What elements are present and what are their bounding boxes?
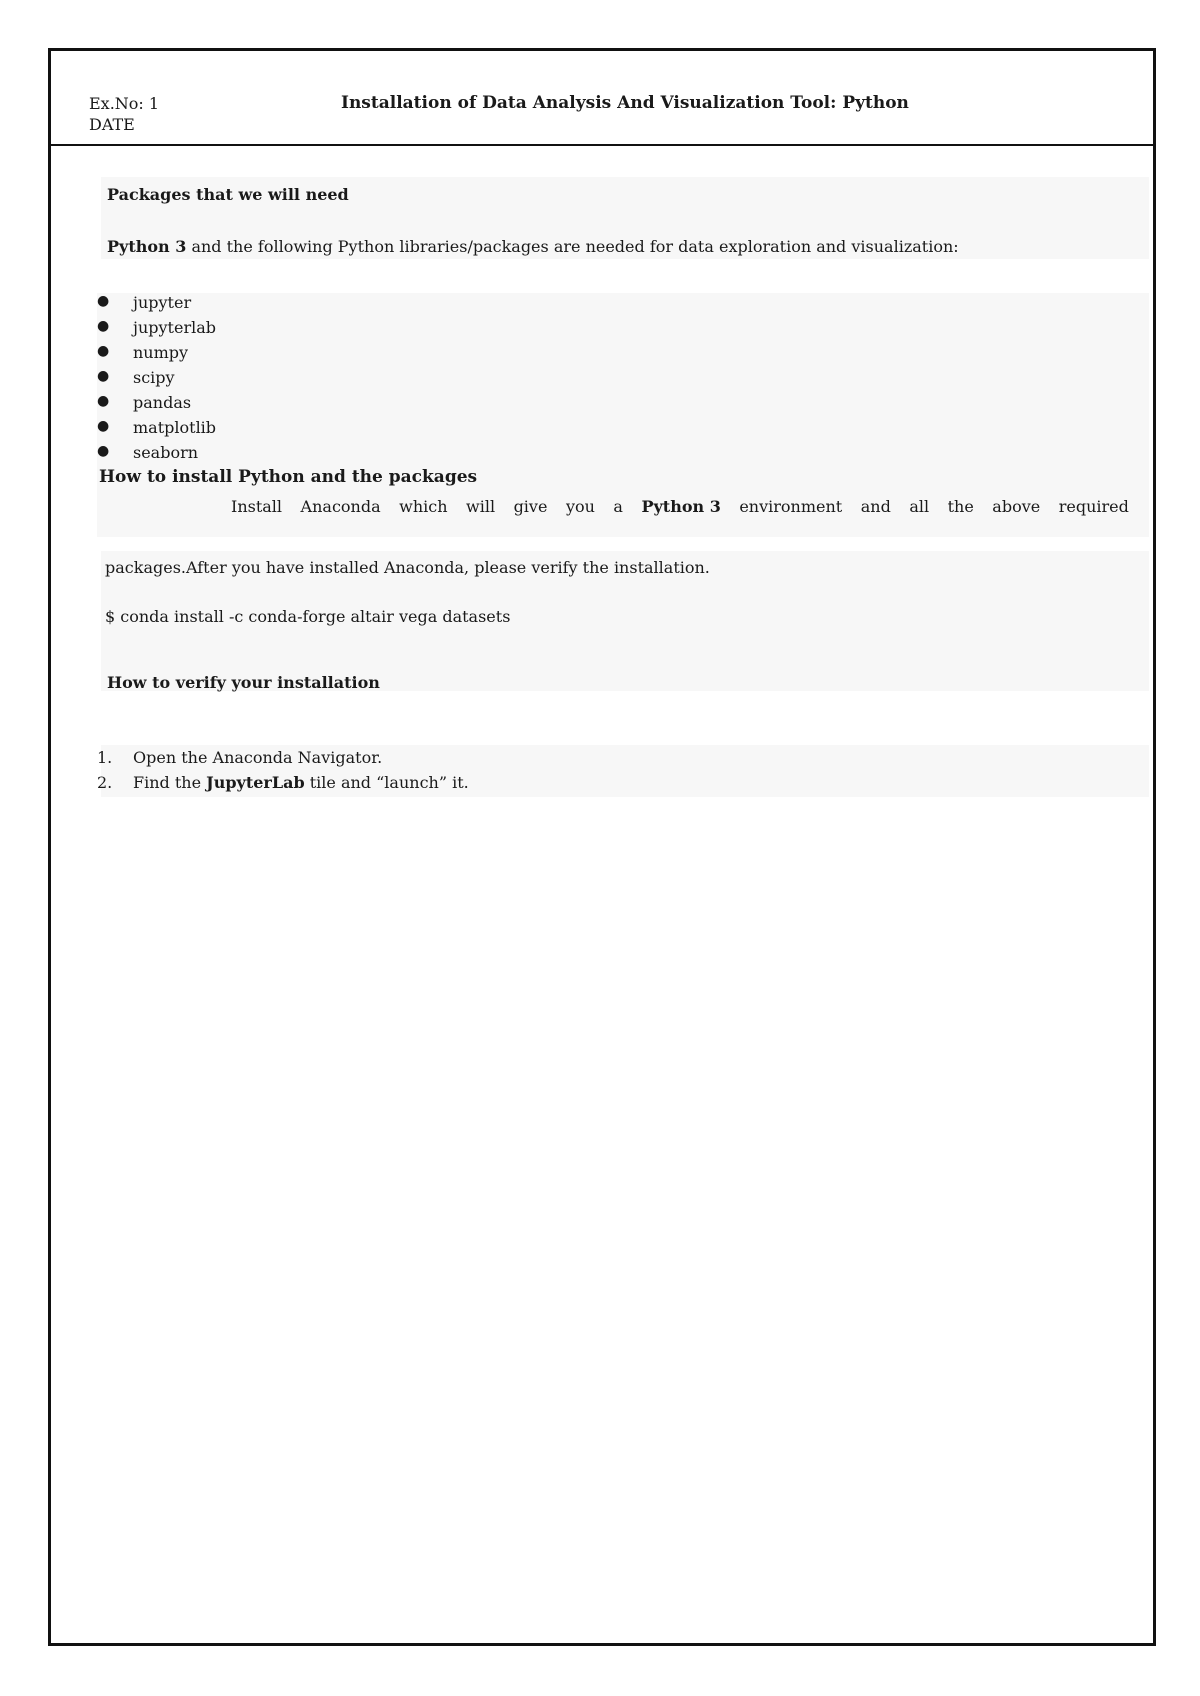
- step-2-after: tile and “launch” it.: [304, 773, 469, 792]
- list-item: jupyter: [133, 293, 192, 312]
- bullet: ●: [97, 418, 110, 434]
- python3-bold: Python 3: [107, 237, 187, 256]
- install-heading: How to install Python and the packages: [99, 467, 478, 487]
- date-label: DATE: [89, 115, 135, 134]
- word: you: [565, 497, 595, 516]
- word: the: [947, 497, 974, 516]
- word: will: [466, 497, 496, 516]
- step-number: 1.: [97, 748, 113, 767]
- word: give: [513, 497, 548, 516]
- step-number: 2.: [97, 773, 113, 792]
- install-line-1: [231, 497, 1129, 516]
- word: environment: [739, 497, 843, 516]
- bullet: ●: [97, 318, 110, 334]
- list-item: jupyterlab: [133, 318, 216, 337]
- underline-tick-right: [649, 144, 667, 146]
- list-item: scipy: [133, 368, 175, 387]
- header: [51, 51, 1153, 146]
- packages-intro: [107, 237, 959, 257]
- word-bold: Python 3: [641, 497, 721, 516]
- list-item: seaborn: [133, 443, 199, 462]
- bullet: ●: [97, 293, 110, 309]
- packages-heading: Packages that we will need: [107, 185, 349, 204]
- conda-command: $ conda install -c conda-forge altair vega datasets: [105, 607, 511, 626]
- step-1: Open the Anaconda Navigator.: [133, 748, 383, 767]
- install-line-2: packages.After you have installed Anaconda, please verify the installation.: [105, 558, 710, 577]
- word: which: [399, 497, 448, 516]
- exercise-info: [89, 93, 159, 135]
- packages-intro-rest: and the following Python libraries/packages are needed for data exploration and visualization:: [186, 237, 959, 256]
- step-2-before: Find the: [133, 773, 207, 792]
- jupyterlab-bold: JupyterLab: [206, 773, 305, 792]
- bullet: ●: [97, 393, 110, 409]
- underline-tick-left: [229, 144, 247, 146]
- word: Anaconda: [300, 497, 381, 516]
- bullet: ●: [97, 443, 110, 459]
- step-2: [133, 773, 469, 793]
- bullet: ●: [97, 343, 110, 359]
- word: all: [909, 497, 930, 516]
- word: a: [613, 497, 623, 516]
- verify-heading: How to verify your installation: [107, 673, 380, 692]
- bullet: ●: [97, 368, 110, 384]
- word: required: [1058, 497, 1129, 516]
- list-item: matplotlib: [133, 418, 217, 437]
- word: and: [860, 497, 891, 516]
- page-title: Installation of Data Analysis And Visualization Tool: Python: [341, 93, 909, 113]
- list-item: numpy: [133, 343, 189, 362]
- word: Install: [231, 497, 283, 516]
- exercise-number: Ex.No: 1: [89, 94, 160, 113]
- page-frame: [48, 48, 1156, 1646]
- word: above: [992, 497, 1041, 516]
- list-item: pandas: [133, 393, 192, 412]
